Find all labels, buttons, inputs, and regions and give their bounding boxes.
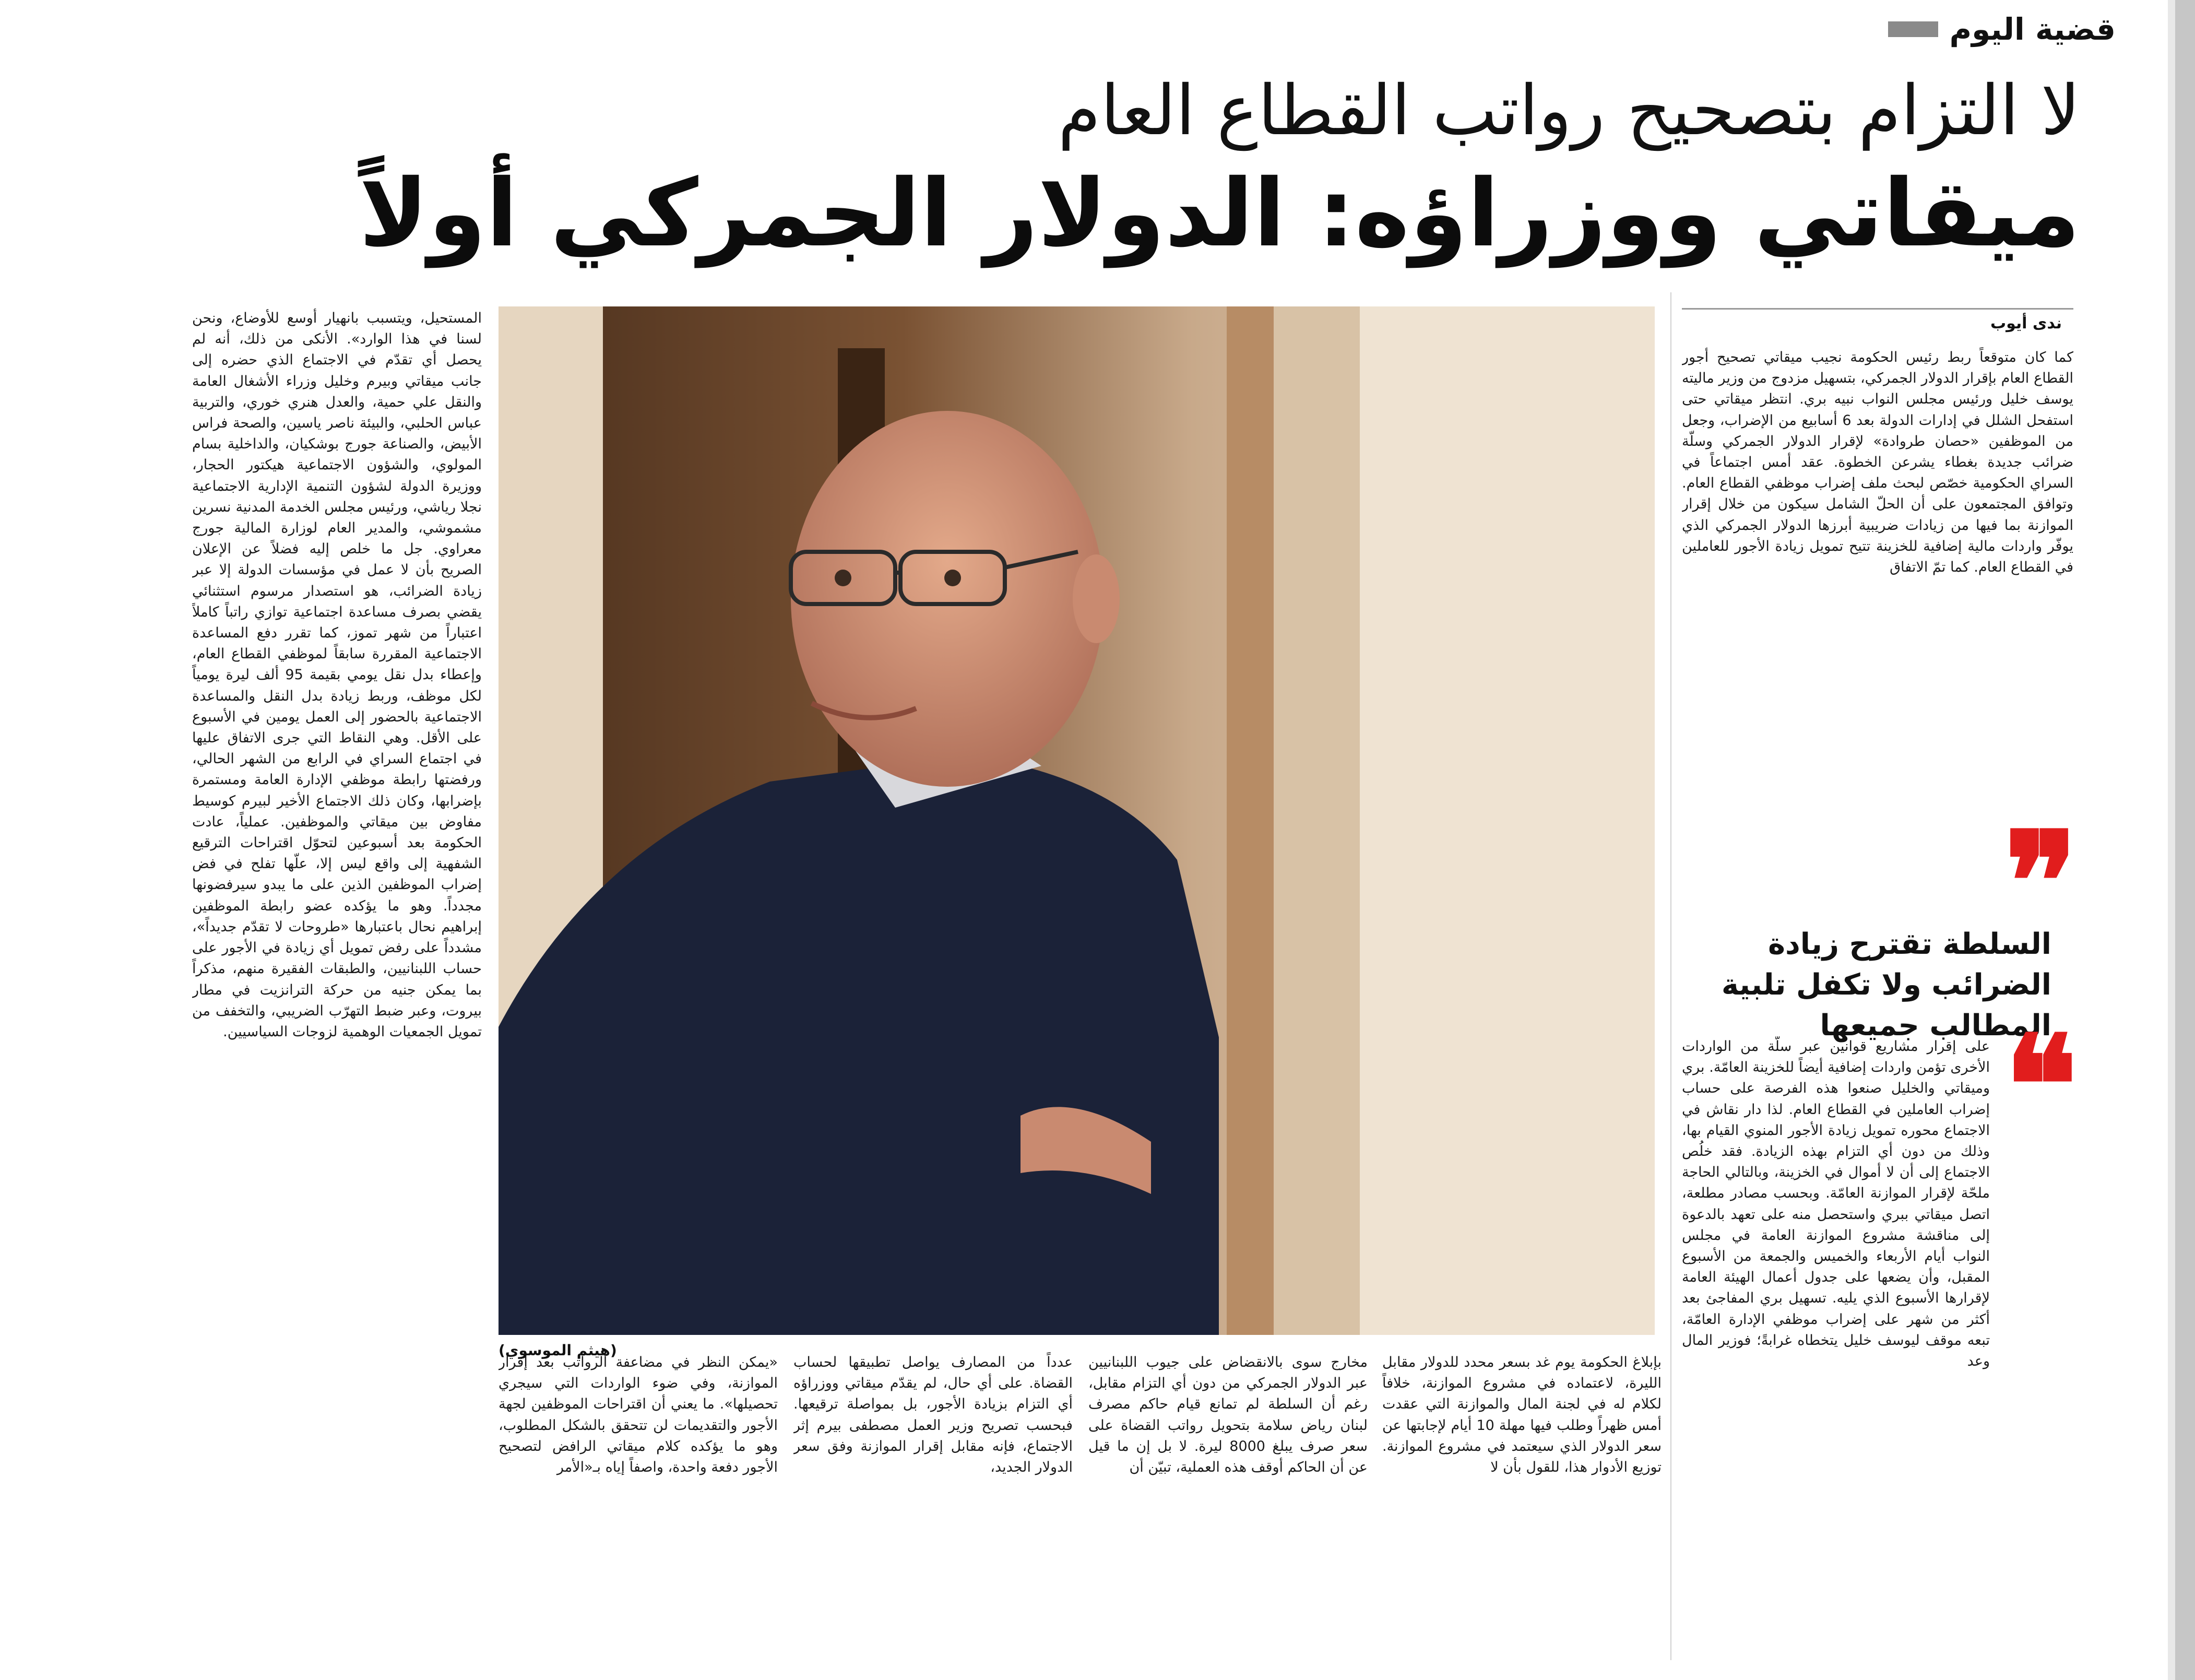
pull-quote: السلطة تقترح زيادة الضرائب ولا تكفل تلبية المطالب جميعها bbox=[1721, 927, 2051, 1043]
section-bar bbox=[1888, 21, 1938, 37]
section-label: قضية اليوم bbox=[1949, 11, 2116, 47]
portrait-image bbox=[499, 306, 1655, 1335]
section-kicker bbox=[1888, 11, 2116, 47]
opening-quote-icon: ❝ bbox=[2004, 1006, 2078, 1165]
headline-secondary: لا التزام بتصحيح رواتب القطاع العام bbox=[1058, 70, 2080, 151]
article-column-bottom-3 bbox=[793, 1352, 1073, 1665]
article-text: بإبلاغ الحكومة يوم غد بسعر محدد للدولار مقابل الليرة، لاعتماده في مشروع الموازنة، خلافاً لكلام له في لجنة المال والموازنة التي عقدت أمس ظهراً وطلب فيها مهلة 10 أيام لإجابتها عن سعر الدولار الذي سيعتمد في مشروع الموازنة. توزيع الأدوار هذا، للقول بأن لا bbox=[1382, 1354, 1662, 1476]
photo-credit: (هيثم الموسوي) bbox=[499, 1342, 617, 1359]
article-column-bottom-4 bbox=[499, 1352, 778, 1665]
article-column-bottom-2 bbox=[1088, 1352, 1368, 1665]
article-column-right-bottom bbox=[1682, 1036, 1990, 1668]
article-photo bbox=[499, 306, 1655, 1335]
article-text: عدداً من المصارف يواصل تطبيقها لحساب القضاة. على أي حال، لم يقدّم ميقاتي ووزراؤه أي التزام بزيادة الأجور، بل بمواصلة ترقيعها. فبحسب تصريح وزير العمل مصطفى بيرم إثر الاجتماع، فإنه مقابل إقرار الموازنة وفق سعر الدولار الجديد، bbox=[793, 1354, 1073, 1476]
column-divider bbox=[1670, 292, 1671, 1660]
article-text: مخارج سوى بالانقضاض على جيوب اللبنانيين عبر الدولار الجمركي من دون أي التزام مقابل، رغم أن السلطة لم تمانع قيام حاكم مصرف لبنان رياض سلامة بتحويل رواتب القضاة على سعر صرف يبلغ 8000 ليرة. لا بل إن ما قيل عن أن الحاكم أوقف هذه العملية، تبيّن أن bbox=[1088, 1354, 1368, 1476]
closing-quote-icon: ❞ bbox=[2004, 802, 2078, 962]
article-text: على إقرار مشاريع قوانين عبر سلّة من الواردات الأخرى تؤمن واردات إضافية أيضاً للخزينة العامّة. بري وميقاتي والخليل صنعوا هذه الفرصة على حساب إضراب العاملين في القطاع العام. لذا دار نقاش في الاجتماع محوره تمويل زيادة الأجور المنوي القيام بها، وذلك من دون أي التزام بهذه الزيادة. فقد خلُص الاجتماع إلى أن لا أموال في الخزينة، وبالتالي الحاجة ملحّة لإقرار الموازنة العامّة. وبحسب مصادر مطلعة، اتصل ميقاتي ببري واستحصل منه على تعهد بالدعوة إلى مناقشة مشروع الموازنة العامة في مجلس النواب أيام الأربعاء والخميس والجمعة من الأسبوع المقبل، وأن يضعها على جدول أعمال الهيئة العامة لإقرارها الأسبوع الذي يليه. تسهيل بري المفاجئ بعد أكثر من شهر على إضراب موظفي الإدارة العامّة، تبعه موقف ليوسف خليل يتخطاه غرابةً؛ فوزير المال وعد bbox=[1682, 1038, 1990, 1370]
page-edge bbox=[2175, 0, 2195, 1680]
page-edge-inner bbox=[2168, 0, 2175, 1680]
article-column-bottom-1 bbox=[1382, 1352, 1662, 1665]
byline-rule bbox=[1682, 308, 2073, 310]
headline-main: ميقاتي ووزراؤه: الدولار الجمركي أولاً bbox=[359, 159, 2080, 267]
article-text: كما كان متوقعاً ربط رئيس الحكومة نجيب ميقاتي تصحيح أجور القطاع العام بإقرار الدولار الجمركي، بتسهيل مزدوج من وزير ماليته يوسف خليل ورئيس مجلس النواب نبيه بري. انتظر ميقاتي حتى استفحل الشلل في إدارات الدولة بعد 6 أسابيع من الإضراب، وجعل من الموظفين «حصان طروادة» لإقرار الدولار الجمركي وسلّة ضرائب جديدة بغطاء يشرعن الخطوة. عقد أمس اجتماعاً في السراي الحكومية خصّص لبحث ملف إضراب موظفي القطاع العام. وتوافق المجتمعون على أن الحلّ الشامل سيكون من خلال إقرار الموازنة بما فيها من زيادات ضريبية أبرزها الدولار الجمركي الذي يوفّر واردات مالية إضافية للخزينة تتيح تمويل زيادة الأجور للعاملين في القطاع العام. كما تمّ الاتفاق bbox=[1682, 349, 2073, 576]
byline: ندى أيوب bbox=[1990, 314, 2062, 333]
article-text: «يمكن النظر في مضاعفة الرواتب بعد إقرار الموازنة، وفي ضوء الواردات التي سيجري تحصيلها». ما يعني أن اقتراحات الموظفين لجهة الأجور والتقديمات لن تتحقق بالشكل المطلوب، وهو ما يؤكده كلام ميقاتي الرافض لتصحيح الأجور دفعة واحدة، واصفاً إياه بـ«الأمر bbox=[499, 1354, 778, 1476]
article-text: المستحيل، ويتسبب بانهيار أوسع للأوضاع، ونحن لسنا في هذا الوارد». الأنكى من ذلك، أنه لم يحصل أي تقدّم في الاجتماع الذي حضره إلى جانب ميقاتي وبيرم وخليل وزراء الأشغال العامة والنقل علي حمية، والعدل هنري خوري، والتربية عباس الحلبي، والبيئة ناصر ياسين، والصحة فراس الأبيض، والصناعة جورج بوشكيان، والداخلية بسام المولوي، والشؤون الاجتماعية هيكتور الحجار، ووزيرة الدولة لشؤون التنمية الإدارية الاجتماعية نجلا رياشي، ورئيس مجلس الخدمة المدنية نسرين مشموشي، والمدير العام لوزارة المالية جورج معراوي. جل ما خلص إليه فضلاً عن الإعلان الصريح بأن لا عمل في مؤسسات الدولة إلا عبر زيادة الضرائب، هو استصدار مرسوم استثنائي يقضي بصرف مساعدة اجتماعية توازي راتباً كاملاً اعتباراً من شهر تموز، كما تقرر دفع المساعدة الاجتماعية المقررة سابقاً لموظفي القطاع العام، وإعطاء بدل نقل يومي بقيمة 95 ألف ليرة يومياً لكل موظف، وربط زيادة بدل النقل والمساعدة الاجتماعية بالحضور إلى العمل يومين في الأسبوع على الأقل. وهي النقاط التي جرى الاتفاق عليها في اجتماع السراي في الرابع من الشهر الحالي، ورفضتها رابطة موظفي الإدارة العامة ومستمرة بإضرابها، وكان ذلك الاجتماع الأخير لبيرم كوسيط مفاوض بين ميقاتي والموظفين. عملياً، عادت الحكومة بعد أسبوعين لتحوّل اقتراحات الترقيع الشفهية إلى واقع ليس إلا، علّها تفلح في فض إضراب الموظفين الذين على ما يبدو سيرفضونها مجدداً. وهو ما يؤكده عضو رابطة الموظفين إبراهيم نحال باعتبارها «طروحات لا تقدّم جديداً»، مشدداً على رفض تمويل أي زيادة في الأجور على حساب اللبنانيين، والطبقات الفقيرة منهم، مذكراً بما يمكن جنيه من حركة الترانزيت في مطار بيروت، وعبر ضبط التهرّب الضريبي، والتخفف من تمويل الجمعيات الوهمية لزوجات السياسيين. bbox=[192, 310, 482, 1040]
article-column-left bbox=[192, 308, 482, 1668]
